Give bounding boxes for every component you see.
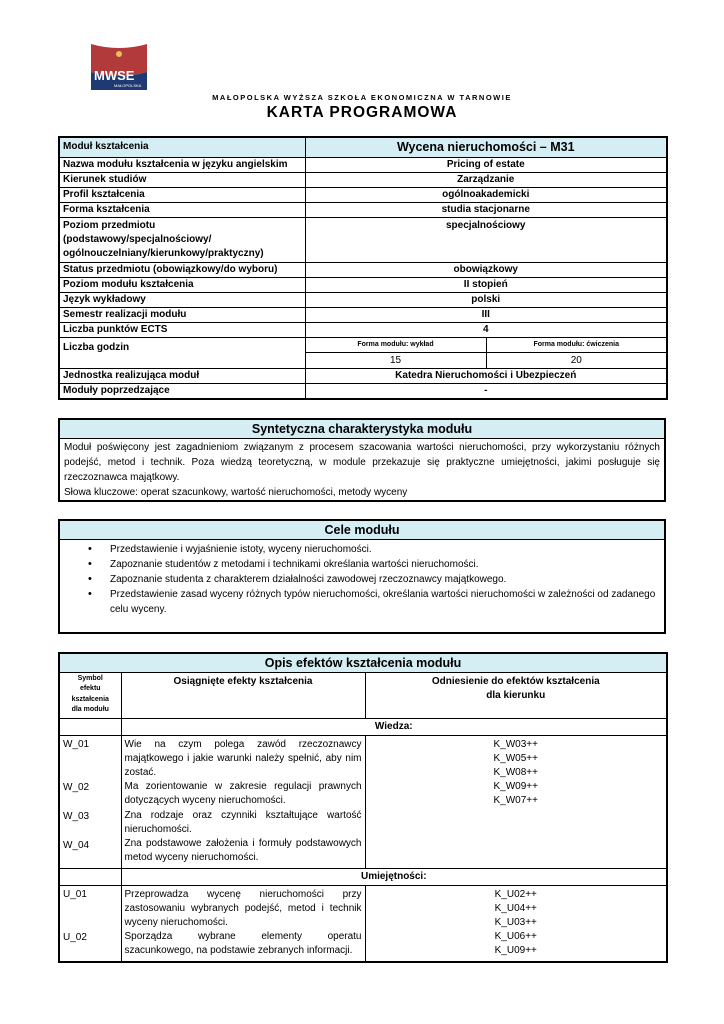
table-row: [59, 172, 667, 187]
row-value: III: [305, 307, 667, 322]
ref-code: K_U03++: [494, 916, 537, 928]
effect-description: Sporządza wybrane elementy operatu szacunkowego, na podstawie zebranych informacji.: [124, 931, 362, 957]
effect-description: Zna rodzaje oraz czynniki kształtujące wartość nieruchomości.: [124, 809, 362, 835]
header-line: dla modułu: [71, 706, 109, 713]
table-row: [59, 307, 667, 322]
module-name: Wycena nieruchomości – M31: [305, 137, 667, 157]
row-value: polski: [305, 292, 667, 307]
header-line: dla kierunku: [486, 689, 546, 701]
module-info-table: [58, 136, 668, 400]
synthetic-section: [58, 418, 666, 502]
university-name: MAŁOPOLSKA WYŻSZA SZKOŁA EKONOMICZNA W TARNOWIE: [212, 93, 512, 102]
effect-description: Wie na czym polega zawód rzeczoznawcy majątkowego i jakie warunki należy spełnić, aby nim zostać.: [124, 738, 362, 778]
table-row: [59, 202, 667, 217]
goals-section: [58, 519, 666, 634]
skills-descriptions: [121, 885, 365, 962]
lecture-hours: 15: [305, 352, 486, 368]
header-line: kształcenia: [71, 695, 109, 703]
row-value: Katedra Nieruchomości i Ubezpieczeń: [305, 368, 667, 383]
row-label: Status przedmiotu (obowiązkowy/do wyboru): [59, 262, 305, 277]
ref-code: K_W07++: [493, 795, 538, 807]
table-row: [59, 735, 667, 868]
ref-code: K_W03++: [493, 738, 538, 750]
reference-header: [365, 672, 667, 718]
table-row: [59, 322, 667, 337]
skills-refs: [365, 885, 667, 962]
row-value: II stopień: [305, 277, 667, 292]
knowledge-descriptions: [121, 735, 365, 868]
row-label: [59, 217, 305, 262]
effect-code: W_01: [63, 738, 90, 750]
synthetic-title: Syntetyczna charakterystyka modułu: [60, 420, 664, 439]
knowledge-codes: [59, 735, 121, 868]
effect-code: W_03: [63, 810, 90, 822]
ref-code: K_W08++: [493, 766, 538, 778]
university-logo: [88, 42, 150, 92]
ref-code: K_U06++: [494, 931, 537, 943]
effects-table: [58, 652, 668, 963]
document-title: KARTA PROGRAMOWA: [266, 104, 458, 121]
exercise-hours: 20: [486, 352, 667, 368]
header-line: Symbol: [77, 674, 103, 682]
row-value: obowiązkowy: [305, 262, 667, 277]
synthetic-text: Moduł poświęcony jest zagadnieniom związanym z procesem szacowania wartości nieruchomości, przy wykorzystaniu różnych podejść, metod i technik. Poza wiedzą teoretyczną, w module przekazuje się praktyczne umiejętności, jakimi posługuje się rzeczoznawca majątkowy.: [64, 442, 660, 483]
table-row: [59, 277, 667, 292]
logo-text: MWSE: [94, 68, 135, 83]
row-label: Kierunek studiów: [59, 172, 305, 187]
table-row: [59, 217, 667, 262]
effect-description: Przeprowadza wycenę nieruchomości przy zastosowaniu wybranych podejść, metod i technik wyceny nieruchomości.: [124, 888, 362, 928]
effect-description: Zna podstawowe założenia i formuły podstawowych metod wyceny nieruchomości.: [124, 837, 362, 864]
goals-title: Cele modułu: [60, 521, 664, 540]
header-line: efektu: [79, 685, 101, 692]
exercise-label: Forma modułu: ćwiczenia: [486, 337, 667, 352]
row-label: Język wykładowy: [59, 292, 305, 307]
table-row: [59, 292, 667, 307]
effect-code: U_01: [63, 888, 87, 900]
hours-label: Liczba godzin: [59, 337, 305, 368]
effects-header: Osiągnięte efekty kształcenia: [121, 672, 365, 718]
ref-code: K_U04++: [494, 902, 537, 914]
effect-code: U_02: [63, 931, 87, 943]
skills-codes: [59, 885, 121, 962]
row-label: Forma kształcenia: [59, 202, 305, 217]
synthetic-keywords: Słowa kluczowe: operat szacunkowy, wartość nieruchomości, metody wyceny: [64, 487, 408, 498]
row-value: specjalnościowy: [305, 217, 667, 262]
effect-description: Ma zorientowanie w zakresie regulacji prawnych dotyczących wyceny nieruchomości.: [124, 781, 362, 807]
row-value: -: [305, 383, 667, 399]
effect-code: W_02: [63, 781, 90, 793]
knowledge-label: Wiedza:: [121, 718, 667, 735]
row-label: Jednostka realizująca moduł: [59, 368, 305, 383]
row-label: Moduły poprzedzające: [59, 383, 305, 399]
effects-title: Opis efektów kształcenia modułu: [59, 653, 667, 672]
table-row: [59, 383, 667, 399]
table-row: [59, 262, 667, 277]
table-row: [59, 187, 667, 202]
row-label: Nazwa modułu kształcenia w języku angielskim: [59, 157, 305, 172]
list-item: • Zapoznanie studentów z metodami i technikami określania wartości nieruchomości.: [60, 557, 664, 572]
label-line: Poziom przedmiotu: [63, 219, 156, 231]
ref-code: K_W05++: [493, 752, 538, 764]
label-line: ogólnouczelniany/kierunkowy/praktyczny): [63, 247, 264, 259]
table-row: [59, 885, 667, 962]
header-line: Odniesienie do efektów kształcenia: [431, 675, 600, 687]
row-value: 4: [305, 322, 667, 337]
ref-code: K_W09++: [493, 781, 538, 793]
goals-list: [60, 540, 664, 617]
table-row: [59, 368, 667, 383]
row-value: Pricing of estate: [305, 157, 667, 172]
skills-label: Umiejętności:: [121, 868, 667, 885]
row-label: Liczba punktów ECTS: [59, 322, 305, 337]
lecture-label: Forma modułu: wykład: [305, 337, 486, 352]
row-label: Profil kształcenia: [59, 187, 305, 202]
row-value: ogólnoakademicki: [305, 187, 667, 202]
list-item: • Zapoznanie studenta z charakterem działalności zawodowej rzeczoznawcy majątkowego.: [60, 572, 664, 587]
effect-code: W_04: [63, 839, 90, 851]
row-value: Zarządzanie: [305, 172, 667, 187]
ref-code: K_U09++: [494, 945, 537, 957]
table-row: [59, 157, 667, 172]
ref-code: K_U02++: [494, 888, 537, 900]
list-item: • Przedstawienie i wyjaśnienie istoty, wyceny nieruchomości.: [60, 542, 664, 557]
knowledge-refs: [365, 735, 667, 868]
list-item: • Przedstawienie zasad wyceny różnych typów nieruchomości, określania wartości nieruchomości w zależności od zadanego celu wyceny.: [60, 587, 664, 617]
row-value: studia stacjonarne: [305, 202, 667, 217]
logo-subtext: MAŁOPOLSKA: [114, 83, 142, 88]
symbol-header: [59, 672, 121, 718]
label-line: (podstawowy/specjalnościowy/: [63, 233, 212, 245]
module-label: Moduł kształcenia: [59, 137, 305, 157]
row-label: Semestr realizacji modułu: [59, 307, 305, 322]
row-label: Poziom modułu kształcenia: [59, 277, 305, 292]
hours-row: [59, 337, 667, 352]
